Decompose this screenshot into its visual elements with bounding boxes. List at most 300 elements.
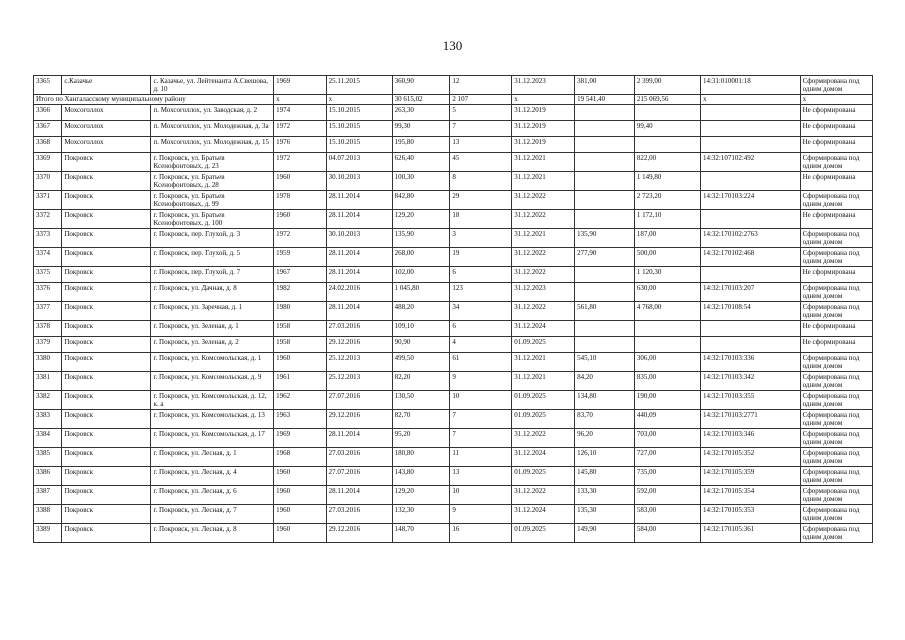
table-row (34, 76, 873, 95)
cadastral-number-cell (700, 137, 800, 153)
land-status-cell: Сформирована под одним домом (800, 153, 872, 172)
area-cell: 499,50 (392, 353, 450, 372)
cadastral-number-cell (700, 210, 800, 229)
locality-cell: Покровск (62, 486, 151, 505)
deadline-cell: 31.12.2021 (512, 229, 575, 248)
locality-cell: Покровск (62, 337, 151, 353)
residents-cell: 13 (450, 137, 512, 153)
area-cell: 842,80 (392, 191, 450, 210)
row-number-cell: 3365 (34, 76, 62, 95)
address-cell: г. Покровск, ул. Зеленая, д. 2 (151, 337, 274, 353)
table-row (34, 321, 873, 337)
extra-area-cell: 500,00 (634, 248, 700, 267)
land-area-cell (575, 267, 635, 283)
locality-cell: Покровск (62, 391, 151, 410)
row-number-cell: 3369 (34, 153, 62, 172)
area-cell: 148,70 (392, 524, 450, 543)
area-cell: 109,10 (392, 321, 450, 337)
cadastral-number-cell: 14:32:170103:355 (700, 391, 800, 410)
land-area-cell: 149,90 (575, 524, 635, 543)
land-area-cell: 133,30 (575, 486, 635, 505)
survey-date-cell: 30.10.2013 (326, 229, 392, 248)
deadline-cell: 31.12.2023 (512, 283, 575, 302)
address-cell: г. Покровск, пер. Глухой, д. 5 (151, 248, 274, 267)
area-cell: 129,20 (392, 210, 450, 229)
table-row (34, 137, 873, 153)
table-row (34, 353, 873, 372)
land-status-cell: Сформирована под одним домом (800, 524, 872, 543)
deadline-cell: 31.12.2024 (512, 505, 575, 524)
address-cell: г. Покровск, ул. Братьев Ксенофонтовых, д. 28 (151, 172, 274, 191)
extra-area-cell (634, 337, 700, 353)
survey-date-cell: 15.10.2015 (326, 137, 392, 153)
row-number-cell: 3386 (34, 467, 62, 486)
build-year-cell: 1969 (274, 76, 326, 95)
deadline-cell: 31.12.2021 (512, 172, 575, 191)
address-cell: г. Покровск, пер. Глухой, д. 7 (151, 267, 274, 283)
residents-cell: 9 (450, 505, 512, 524)
land-status-cell: Не сформирована (800, 267, 872, 283)
build-year-cell: 1968 (274, 448, 326, 467)
locality-cell: с.Казачье (62, 76, 151, 95)
locality-cell: Мохсоголлох (62, 121, 151, 137)
cadastral-number-cell: 14:32:107102:492 (700, 153, 800, 172)
build-year-cell: 1958 (274, 321, 326, 337)
address-cell: г. Покровск, ул. Комсомольская, д. 13 (151, 410, 274, 429)
residents-cell: 10 (450, 486, 512, 505)
deadline-cell: 01.09.2025 (512, 524, 575, 543)
cadastral-number-cell: 14:32:170105:354 (700, 486, 800, 505)
table-row (34, 337, 873, 353)
land-status-cell: Не сформирована (800, 210, 872, 229)
cadastral-number-cell: 14:32:170103:342 (700, 372, 800, 391)
table-row (34, 283, 873, 302)
survey-date-cell: 25.11.2015 (326, 76, 392, 95)
deadline-cell: 01.09.2025 (512, 410, 575, 429)
locality-cell: Покровск (62, 248, 151, 267)
address-cell: г. Покровск, ул. Комсомольская, д. 9 (151, 372, 274, 391)
extra-area-cell: 1 149,80 (634, 172, 700, 191)
deadline-cell: 31.12.2022 (512, 248, 575, 267)
address-cell: г. Покровск, ул. Зеленая, д. 1 (151, 321, 274, 337)
survey-date-cell: 27.03.2016 (326, 321, 392, 337)
extra-area-cell: 190,00 (634, 391, 700, 410)
deadline-cell: 31.12.2022 (512, 429, 575, 448)
row-number-cell: 3380 (34, 353, 62, 372)
row-number-cell: 3375 (34, 267, 62, 283)
build-year-cell: 1972 (274, 229, 326, 248)
row-number-cell: 3382 (34, 391, 62, 410)
deadline-cell: 01.09.2025 (512, 391, 575, 410)
land-area-cell (575, 105, 635, 121)
table-row (34, 172, 873, 191)
deadline-cell: 31.12.2019 (512, 137, 575, 153)
residents-cell: 61 (450, 353, 512, 372)
build-year-cell: 1960 (274, 486, 326, 505)
land-status-cell: Не сформирована (800, 105, 872, 121)
build-year-cell: 1959 (274, 248, 326, 267)
table-row (34, 391, 873, 410)
land-status-cell: Не сформирована (800, 172, 872, 191)
table-row (34, 448, 873, 467)
area-cell: 99,30 (392, 121, 450, 137)
land-area-cell: 135,90 (575, 229, 635, 248)
area-cell: 488,20 (392, 302, 450, 321)
table-row (34, 505, 873, 524)
residents-cell: 123 (450, 283, 512, 302)
cadastral-number-cell (700, 121, 800, 137)
build-year-cell: 1960 (274, 210, 326, 229)
extra-area-cell (634, 105, 700, 121)
row-number-cell: 3377 (34, 302, 62, 321)
cadastral-number-cell: 14:32:170105:353 (700, 505, 800, 524)
build-year-cell: 1972 (274, 153, 326, 172)
build-year-cell: 1960 (274, 172, 326, 191)
build-year-cell: 1967 (274, 267, 326, 283)
locality-cell: Покровск (62, 321, 151, 337)
survey-date-cell: 29.12.2016 (326, 410, 392, 429)
area-cell: 102,00 (392, 267, 450, 283)
survey-date-cell: 28.11.2014 (326, 191, 392, 210)
extra-area-cell: 592,00 (634, 486, 700, 505)
address-cell: г. Покровск, ул. Лесная, д. 8 (151, 524, 274, 543)
residents-cell: 34 (450, 302, 512, 321)
table-row (34, 372, 873, 391)
extra-area-cell: 727,00 (634, 448, 700, 467)
row-number-cell: 3370 (34, 172, 62, 191)
cadastral-number-cell: 14:32:170103:2771 (700, 410, 800, 429)
area-cell: 82,20 (392, 372, 450, 391)
survey-date-cell: 27.03.2016 (326, 505, 392, 524)
table-row (34, 191, 873, 210)
cadastral-number-cell (700, 172, 800, 191)
area-cell: 130,50 (392, 391, 450, 410)
locality-cell: Покровск (62, 372, 151, 391)
residents-cell: 4 (450, 337, 512, 353)
extra-area-cell: 583,00 (634, 505, 700, 524)
land-area-cell (575, 191, 635, 210)
build-year-cell: 1960 (274, 524, 326, 543)
residents-cell: 9 (450, 372, 512, 391)
land-area-cell (575, 321, 635, 337)
address-cell: г. Покровск, ул. Лесная, д. 4 (151, 467, 274, 486)
survey-date-cell: 29.12.2016 (326, 337, 392, 353)
total-cell: 215 069,56 (634, 95, 700, 105)
locality-cell: Покровск (62, 353, 151, 372)
area-cell: 360,90 (392, 76, 450, 95)
address-cell: г. Покровск, ул. Братьев Ксенофонтовых, д. 23 (151, 153, 274, 172)
address-cell: г. Покровск, ул. Братьев Ксенофонтовых, д. 99 (151, 191, 274, 210)
survey-date-cell: 04.07.2013 (326, 153, 392, 172)
cadastral-number-cell: 14:32:170102:2763 (700, 229, 800, 248)
total-cell: x (274, 95, 326, 105)
cadastral-number-cell: 14:32:170102:468 (700, 248, 800, 267)
survey-date-cell: 27.03.2016 (326, 448, 392, 467)
cadastral-number-cell (700, 105, 800, 121)
cadastral-number-cell: 14:32:170103:346 (700, 429, 800, 448)
deadline-cell: 31.12.2024 (512, 448, 575, 467)
row-number-cell: 3388 (34, 505, 62, 524)
table-body (34, 76, 873, 543)
extra-area-cell: 1 120,30 (634, 267, 700, 283)
extra-area-cell (634, 137, 700, 153)
survey-date-cell: 15.10.2015 (326, 121, 392, 137)
cadastral-number-cell: 14:31:010001:18 (700, 76, 800, 95)
table-row (34, 210, 873, 229)
land-status-cell: Сформирована под одним домом (800, 283, 872, 302)
locality-cell: Покровск (62, 302, 151, 321)
build-year-cell: 1982 (274, 283, 326, 302)
residents-cell: 7 (450, 121, 512, 137)
land-area-cell: 135,30 (575, 505, 635, 524)
area-cell: 263,30 (392, 105, 450, 121)
extra-area-cell: 440,09 (634, 410, 700, 429)
deadline-cell: 31.12.2019 (512, 105, 575, 121)
land-status-cell: Сформирована под одним домом (800, 391, 872, 410)
residents-cell: 8 (450, 172, 512, 191)
survey-date-cell: 28.11.2014 (326, 429, 392, 448)
row-number-cell: 3374 (34, 248, 62, 267)
total-cell: 19 541,40 (575, 95, 635, 105)
address-cell: г. Покровск, ул. Заречная, д. 1 (151, 302, 274, 321)
land-area-cell: 277,90 (575, 248, 635, 267)
deadline-cell: 01.09.2025 (512, 337, 575, 353)
cadastral-number-cell: 14:32:170105:359 (700, 467, 800, 486)
residents-cell: 19 (450, 248, 512, 267)
locality-cell: Покровск (62, 410, 151, 429)
residents-cell: 11 (450, 448, 512, 467)
land-area-cell (575, 153, 635, 172)
deadline-cell: 31.12.2022 (512, 302, 575, 321)
extra-area-cell: 99,40 (634, 121, 700, 137)
residents-cell: 10 (450, 391, 512, 410)
area-cell: 180,80 (392, 448, 450, 467)
locality-cell: Покровск (62, 229, 151, 248)
locality-cell: Покровск (62, 524, 151, 543)
locality-cell: Покровск (62, 283, 151, 302)
total-cell: 30 615,02 (392, 95, 450, 105)
address-cell: п. Мохсоголлох, ул. Заводская, д. 2 (151, 105, 274, 121)
land-status-cell: Сформирована под одним домом (800, 229, 872, 248)
cadastral-number-cell: 14:32:170105:352 (700, 448, 800, 467)
extra-area-cell: 2 399,00 (634, 76, 700, 95)
table-row (34, 248, 873, 267)
build-year-cell: 1960 (274, 467, 326, 486)
area-cell: 195,80 (392, 137, 450, 153)
area-cell: 135,90 (392, 229, 450, 248)
land-status-cell: Не сформирована (800, 337, 872, 353)
residents-cell: 45 (450, 153, 512, 172)
build-year-cell: 1976 (274, 137, 326, 153)
extra-area-cell: 1 172,10 (634, 210, 700, 229)
area-cell: 100,30 (392, 172, 450, 191)
extra-area-cell: 2 723,20 (634, 191, 700, 210)
residents-cell: 6 (450, 267, 512, 283)
total-cell: x (326, 95, 392, 105)
survey-date-cell: 25.12.2013 (326, 372, 392, 391)
address-cell: г. Покровск, ул. Комсомольская, д. 17 (151, 429, 274, 448)
residents-cell: 7 (450, 429, 512, 448)
row-number-cell: 3371 (34, 191, 62, 210)
residents-cell: 3 (450, 229, 512, 248)
build-year-cell: 1969 (274, 429, 326, 448)
deadline-cell: 31.12.2022 (512, 210, 575, 229)
table-row (34, 121, 873, 137)
survey-date-cell: 25.12.2013 (326, 353, 392, 372)
land-status-cell: Сформирована под одним домом (800, 429, 872, 448)
address-cell: г. Покровск, пер. Глухой, д. 3 (151, 229, 274, 248)
total-label: Итого по Хангаласскому муниципальному району (34, 95, 274, 105)
land-status-cell: Сформирована под одним домом (800, 353, 872, 372)
address-cell: г. Покровск, ул. Комсомольская, д. 12, к. а (151, 391, 274, 410)
deadline-cell: 31.12.2021 (512, 353, 575, 372)
table-row (34, 105, 873, 121)
table-row (34, 410, 873, 429)
land-area-cell: 83,70 (575, 410, 635, 429)
land-status-cell: Сформирована под одним домом (800, 302, 872, 321)
extra-area-cell: 703,00 (634, 429, 700, 448)
area-cell: 268,00 (392, 248, 450, 267)
total-row (34, 95, 873, 105)
land-status-cell: Не сформирована (800, 137, 872, 153)
land-area-cell: 134,80 (575, 391, 635, 410)
survey-date-cell: 28.11.2014 (326, 302, 392, 321)
area-cell: 132,30 (392, 505, 450, 524)
locality-cell: Покровск (62, 448, 151, 467)
table-row (34, 229, 873, 248)
land-status-cell: Сформирована под одним домом (800, 486, 872, 505)
row-number-cell: 3384 (34, 429, 62, 448)
row-number-cell: 3376 (34, 283, 62, 302)
address-cell: г. Покровск, ул. Лесная, д. 1 (151, 448, 274, 467)
area-cell: 82,70 (392, 410, 450, 429)
build-year-cell: 1960 (274, 505, 326, 524)
cadastral-number-cell: 14:32:170103:336 (700, 353, 800, 372)
area-cell: 143,80 (392, 467, 450, 486)
locality-cell: Покровск (62, 210, 151, 229)
deadline-cell: 31.12.2021 (512, 153, 575, 172)
land-status-cell: Сформирована под одним домом (800, 76, 872, 95)
residents-cell: 12 (450, 76, 512, 95)
address-cell: г. Покровск, ул. Лесная, д. 6 (151, 486, 274, 505)
address-cell: с. Казачье, ул. Лейтенанта А.Свешова, д. 10 (151, 76, 274, 95)
residents-cell: 5 (450, 105, 512, 121)
residents-cell: 7 (450, 410, 512, 429)
cadastral-number-cell (700, 267, 800, 283)
table-row (34, 524, 873, 543)
deadline-cell: 01.09.2025 (512, 467, 575, 486)
address-cell: г. Покровск, ул. Братьев Ксенофонтовых, д. 100 (151, 210, 274, 229)
deadline-cell: 31.12.2022 (512, 191, 575, 210)
area-cell: 95,20 (392, 429, 450, 448)
row-number-cell: 3383 (34, 410, 62, 429)
cadastral-number-cell: 14:32:170103:207 (700, 283, 800, 302)
build-year-cell: 1960 (274, 353, 326, 372)
build-year-cell: 1980 (274, 302, 326, 321)
locality-cell: Покровск (62, 153, 151, 172)
land-area-cell: 145,80 (575, 467, 635, 486)
row-number-cell: 3385 (34, 448, 62, 467)
area-cell: 1 045,80 (392, 283, 450, 302)
land-status-cell: Сформирована под одним домом (800, 191, 872, 210)
survey-date-cell: 27.07.2016 (326, 467, 392, 486)
address-cell: г. Покровск, ул. Комсомольская, д. 1 (151, 353, 274, 372)
deadline-cell: 31.12.2023 (512, 76, 575, 95)
locality-cell: Покровск (62, 467, 151, 486)
address-cell: г. Покровск, ул. Лесная, д. 7 (151, 505, 274, 524)
survey-date-cell: 28.11.2014 (326, 267, 392, 283)
land-status-cell: Не сформирована (800, 121, 872, 137)
land-area-cell (575, 337, 635, 353)
row-number-cell: 3366 (34, 105, 62, 121)
table-row (34, 467, 873, 486)
land-status-cell: Сформирована под одним домом (800, 505, 872, 524)
extra-area-cell: 187,00 (634, 229, 700, 248)
land-status-cell: Сформирована под одним домом (800, 410, 872, 429)
area-cell: 626,40 (392, 153, 450, 172)
row-number-cell: 3373 (34, 229, 62, 248)
cadastral-number-cell: 14:32:170103:224 (700, 191, 800, 210)
land-area-cell (575, 210, 635, 229)
build-year-cell: 1958 (274, 337, 326, 353)
row-number-cell: 3372 (34, 210, 62, 229)
row-number-cell: 3367 (34, 121, 62, 137)
residents-cell: 18 (450, 210, 512, 229)
row-number-cell: 3381 (34, 372, 62, 391)
build-year-cell: 1962 (274, 391, 326, 410)
residents-cell: 13 (450, 467, 512, 486)
land-status-cell: Сформирована под одним домом (800, 248, 872, 267)
deadline-cell: 31.12.2019 (512, 121, 575, 137)
total-cell: x (800, 95, 872, 105)
survey-date-cell: 28.11.2014 (326, 248, 392, 267)
land-status-cell: Сформирована под одним домом (800, 467, 872, 486)
extra-area-cell: 735,00 (634, 467, 700, 486)
survey-date-cell: 28.11.2014 (326, 486, 392, 505)
extra-area-cell: 630,00 (634, 283, 700, 302)
land-area-cell: 545,10 (575, 353, 635, 372)
extra-area-cell: 4 768,00 (634, 302, 700, 321)
residents-cell: 6 (450, 321, 512, 337)
address-cell: г. Покровск, ул. Дачная, д. 8 (151, 283, 274, 302)
land-area-cell: 96,20 (575, 429, 635, 448)
table-row (34, 153, 873, 172)
survey-date-cell: 27.07.2016 (326, 391, 392, 410)
land-status-cell: Не сформирована (800, 321, 872, 337)
survey-date-cell: 28.11.2014 (326, 210, 392, 229)
land-status-cell: Сформирована под одним домом (800, 448, 872, 467)
housing-register-table (33, 75, 873, 543)
total-cell: x (512, 95, 575, 105)
land-area-cell: 381,00 (575, 76, 635, 95)
deadline-cell: 31.12.2022 (512, 267, 575, 283)
row-number-cell: 3387 (34, 486, 62, 505)
table-row (34, 486, 873, 505)
build-year-cell: 1961 (274, 372, 326, 391)
survey-date-cell: 15.10.2015 (326, 105, 392, 121)
locality-cell: Мохсоголлох (62, 137, 151, 153)
land-area-cell (575, 137, 635, 153)
build-year-cell: 1972 (274, 121, 326, 137)
land-area-cell: 561,80 (575, 302, 635, 321)
survey-date-cell: 30.10.2013 (326, 172, 392, 191)
land-status-cell: Сформирована под одним домом (800, 372, 872, 391)
table-row (34, 302, 873, 321)
row-number-cell: 3379 (34, 337, 62, 353)
extra-area-cell (634, 321, 700, 337)
row-number-cell: 3389 (34, 524, 62, 543)
land-area-cell: 84,20 (575, 372, 635, 391)
